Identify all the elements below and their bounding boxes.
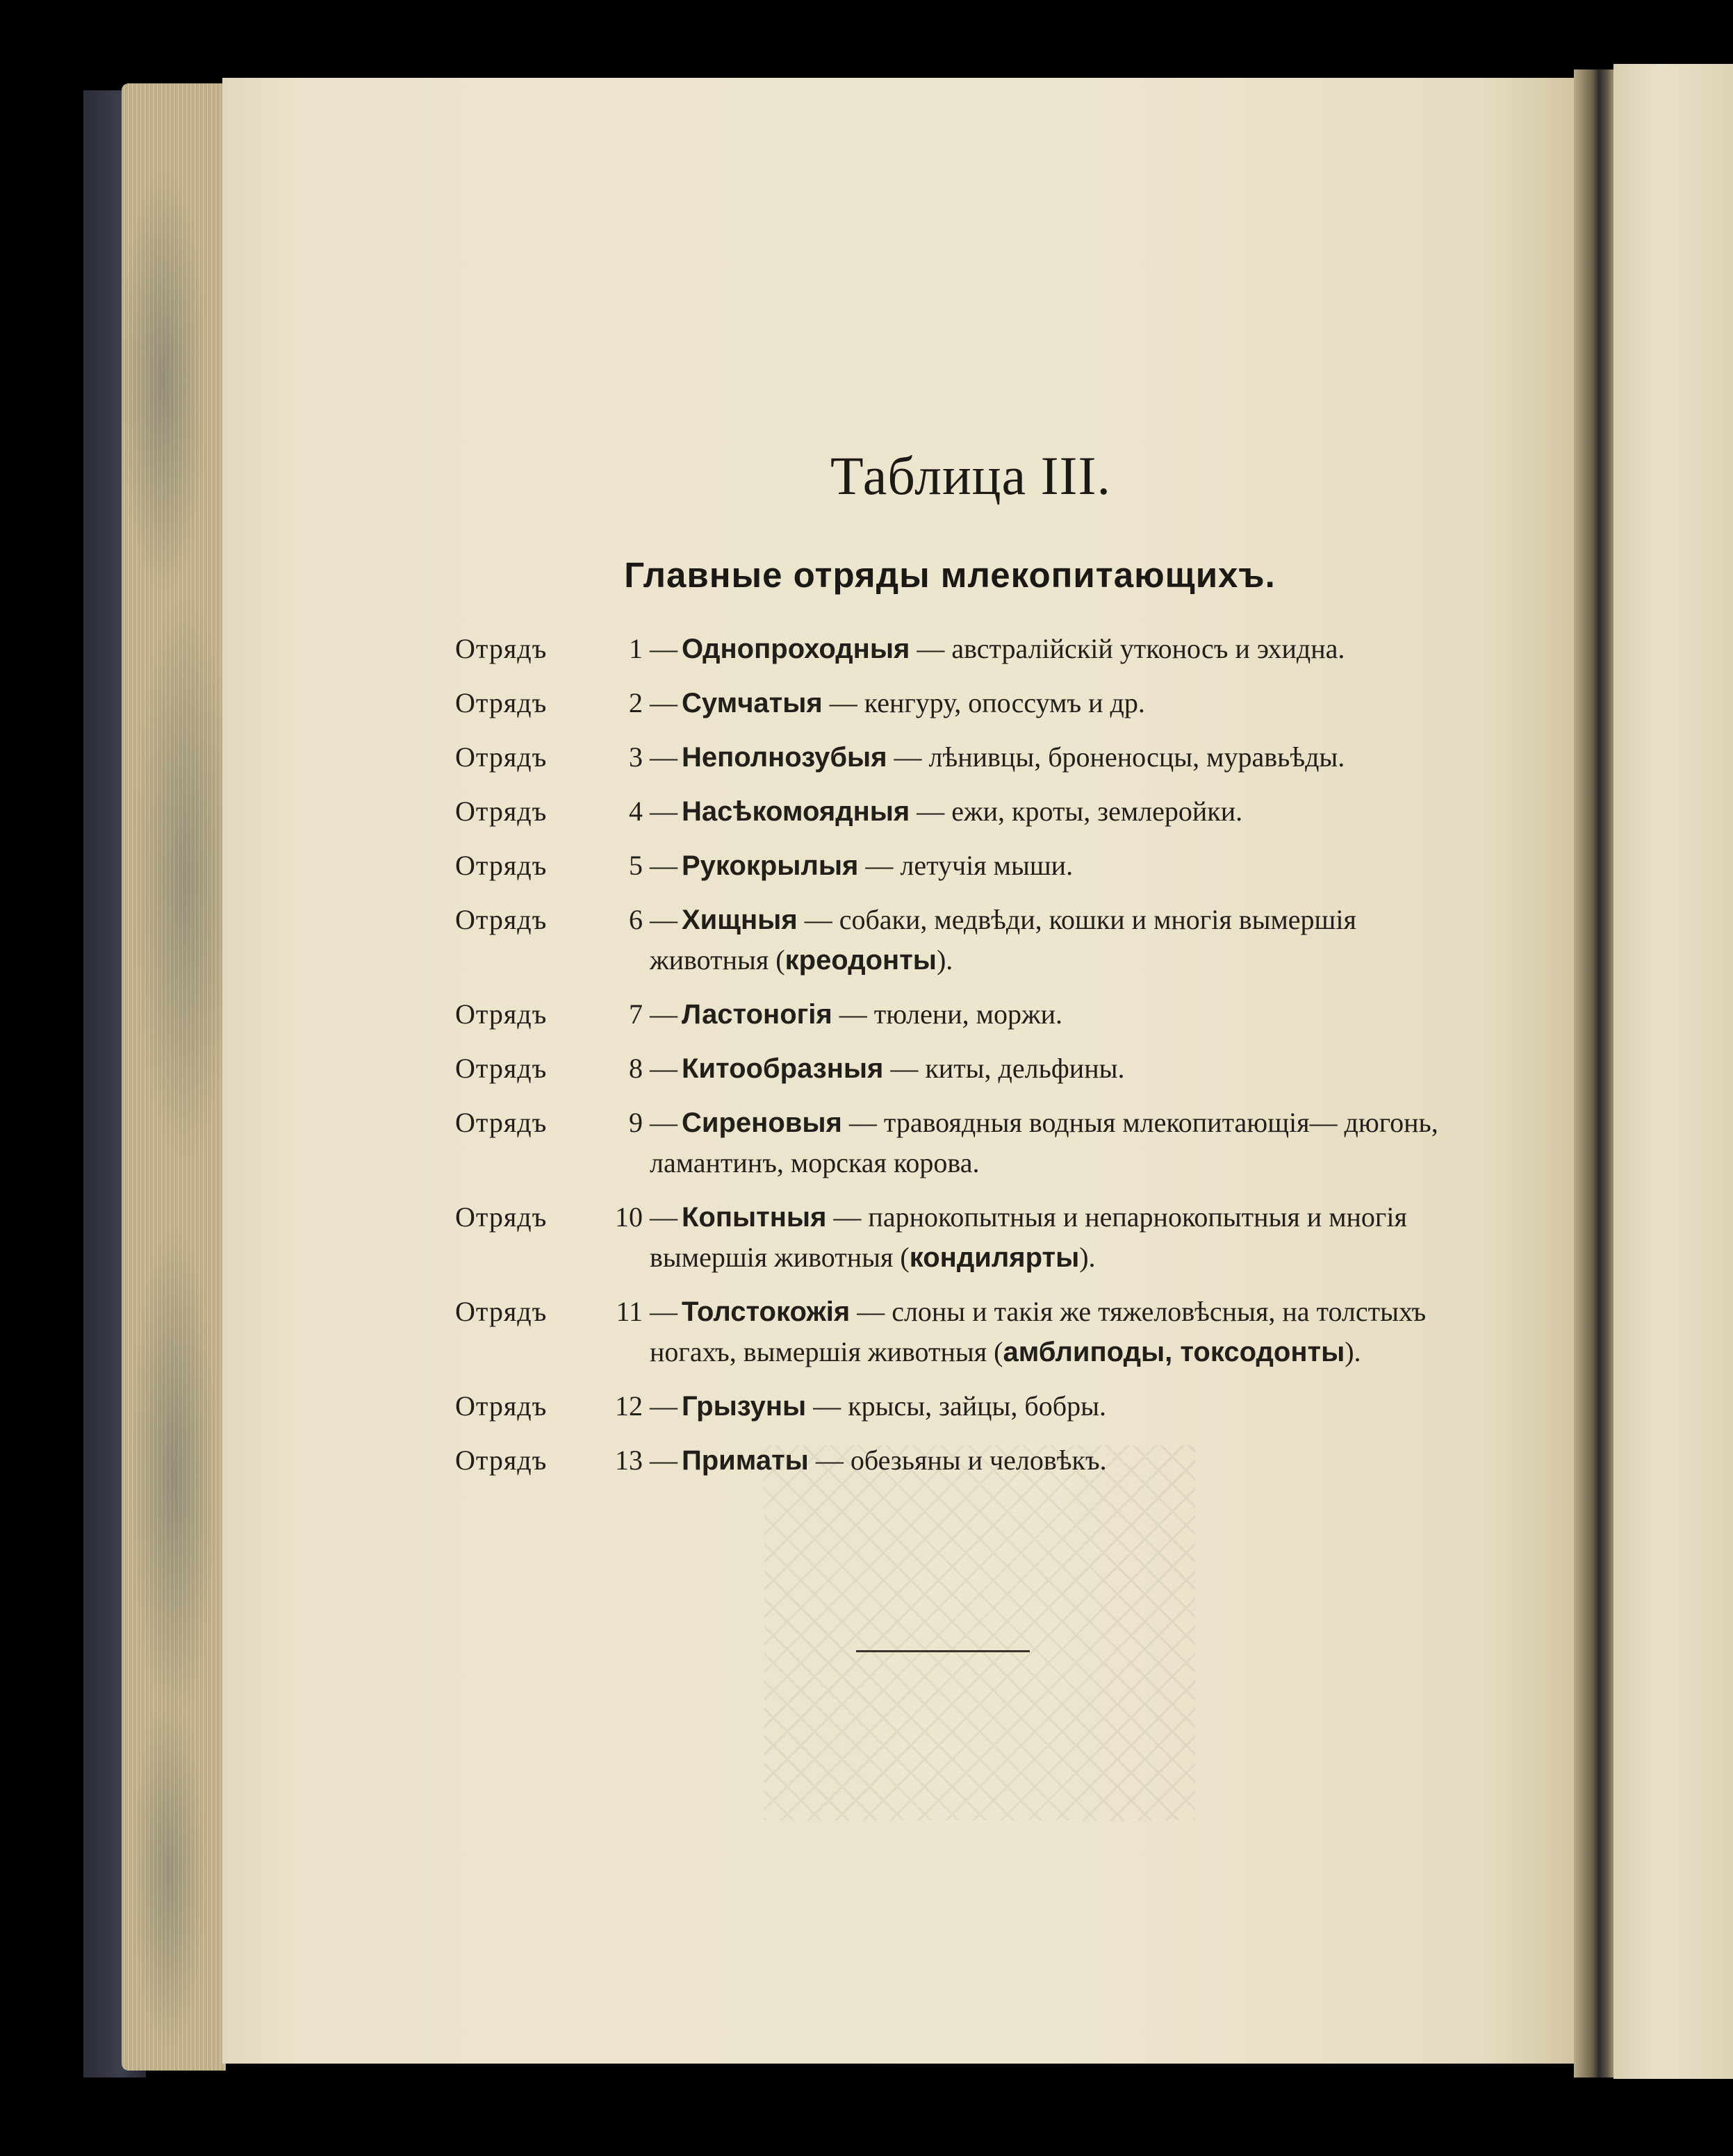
- orders-list: [455, 629, 1456, 1495]
- closing-rule: [856, 1650, 1030, 1652]
- dash: —: [650, 687, 677, 718]
- page-edges-stain: [122, 83, 226, 2071]
- order-text: [650, 1048, 1449, 1089]
- order-text: [650, 1440, 1449, 1481]
- order-name: Ластоногія: [682, 999, 832, 1030]
- order-text: [650, 846, 1449, 886]
- order-label: Отрядъ: [455, 850, 548, 881]
- order-row: [455, 737, 1456, 777]
- order-row: [455, 900, 1456, 980]
- order-description: тюлени, моржи.: [873, 998, 1063, 1030]
- order-text: [650, 629, 1449, 669]
- order-row: [455, 683, 1456, 723]
- dash: —: [883, 1053, 926, 1084]
- order-name: Китообразныя: [682, 1053, 884, 1084]
- order-description: кенгуру, опоссумъ и др.: [864, 687, 1145, 718]
- dash: —: [650, 998, 677, 1030]
- page-title: Таблица III.: [830, 445, 1112, 506]
- order-text: [650, 994, 1449, 1035]
- order-description: собаки, медвѣди, кошки и многія вымершія животныя (: [650, 904, 1356, 976]
- dash: —: [650, 1053, 677, 1084]
- dash: —: [887, 741, 929, 773]
- order-name: Рукокрылыя: [682, 850, 859, 881]
- order-label: Отрядъ: [455, 1053, 548, 1084]
- order-name: Сиреновыя: [682, 1108, 842, 1138]
- dash: —: [808, 1445, 851, 1476]
- dash: —: [910, 633, 952, 664]
- order-label: Отрядъ: [455, 1390, 548, 1422]
- dash: —: [650, 1390, 677, 1422]
- order-extinct-group: кондилярты: [909, 1242, 1080, 1273]
- dash: —: [850, 1296, 892, 1327]
- order-description: австралійскій утконосъ и эхидна.: [951, 633, 1345, 664]
- order-label: Отрядъ: [455, 796, 548, 827]
- dash: —: [826, 1201, 869, 1233]
- order-name: Приматы: [682, 1445, 809, 1476]
- dash: —: [650, 850, 677, 881]
- order-number: 3: [629, 741, 643, 773]
- order-row: [455, 629, 1456, 669]
- show-through-pattern: [764, 1445, 1195, 1820]
- order-description-end: ).: [1345, 1336, 1361, 1367]
- order-text: [650, 1386, 1449, 1426]
- order-text: [650, 900, 1449, 980]
- dash: —: [650, 1296, 677, 1327]
- order-number: 13: [615, 1445, 643, 1476]
- order-label: Отрядъ: [455, 1296, 548, 1327]
- dash: —: [650, 796, 677, 827]
- order-description: лѣнивцы, броненосцы, муравьѣды.: [928, 741, 1345, 773]
- order-label: Отрядъ: [455, 1201, 548, 1233]
- order-number: 10: [615, 1201, 643, 1233]
- order-description-end: ).: [936, 944, 953, 976]
- dash: —: [650, 633, 677, 664]
- order-number: 4: [629, 796, 643, 827]
- order-text: [650, 683, 1449, 723]
- order-label: Отрядъ: [455, 741, 548, 773]
- dash: —: [650, 904, 677, 935]
- dash: —: [841, 1107, 884, 1138]
- order-label: Отрядъ: [455, 998, 548, 1030]
- dash: —: [910, 796, 952, 827]
- order-label: Отрядъ: [455, 904, 548, 935]
- order-row: [455, 846, 1456, 886]
- order-number: 12: [615, 1390, 643, 1422]
- dash: —: [822, 687, 864, 718]
- order-number: 1: [629, 633, 643, 664]
- order-name: Насѣкомоядныя: [682, 796, 910, 827]
- dash: —: [650, 1445, 677, 1476]
- order-row: [455, 1440, 1456, 1481]
- order-extinct-group: креодонты: [785, 945, 937, 976]
- order-number: 8: [629, 1053, 643, 1084]
- order-description: травоядныя водныя млекопитающія— дюгонь, ламантинъ, морская корова.: [650, 1107, 1438, 1178]
- order-row: [455, 1292, 1456, 1372]
- order-description-end: ).: [1079, 1242, 1096, 1273]
- order-text: [650, 737, 1449, 777]
- order-number: 7: [629, 998, 643, 1030]
- dash: —: [650, 1201, 677, 1233]
- order-row: [455, 1197, 1456, 1278]
- order-label: Отрядъ: [455, 1445, 548, 1476]
- dash: —: [650, 741, 677, 773]
- order-description: ежи, кроты, землеройки.: [951, 796, 1243, 827]
- dash: —: [797, 904, 839, 935]
- order-number: 9: [629, 1107, 643, 1138]
- order-text: [650, 791, 1449, 832]
- order-name: Однопроходныя: [682, 634, 910, 664]
- order-description: летучія мыши.: [900, 850, 1074, 881]
- order-text: [650, 1292, 1449, 1372]
- order-description: крысы, зайцы, бобры.: [848, 1390, 1106, 1422]
- order-number: 6: [629, 904, 643, 935]
- order-row: [455, 791, 1456, 832]
- order-name: Сумчатыя: [682, 688, 823, 718]
- order-name: Толстокожія: [682, 1297, 851, 1327]
- order-row: [455, 1386, 1456, 1426]
- order-description: киты, дельфины.: [925, 1053, 1125, 1084]
- order-description: слоны и такія же тяжеловѣсныя, на толстыхъ ногахъ, вымершія животныя (: [650, 1296, 1427, 1367]
- book-gutter: [1574, 69, 1616, 2077]
- order-number: 5: [629, 850, 643, 881]
- page-subtitle: Главные отряды млекопитающихъ.: [624, 555, 1276, 595]
- dash: —: [832, 998, 874, 1030]
- order-number: 11: [616, 1296, 643, 1327]
- order-text: [650, 1103, 1449, 1183]
- order-number: 2: [629, 687, 643, 718]
- order-label: Отрядъ: [455, 687, 548, 718]
- dash: —: [858, 850, 901, 881]
- order-description: обезьяны и человѣкъ.: [850, 1445, 1107, 1476]
- order-label: Отрядъ: [455, 1107, 548, 1138]
- order-name: Грызуны: [682, 1391, 807, 1422]
- order-description: парнокопытныя и непарнокопытныя и многія вымершія животныя (: [650, 1201, 1407, 1273]
- order-text: [650, 1197, 1449, 1278]
- order-name: Хищныя: [682, 905, 798, 935]
- order-name: Копытныя: [682, 1202, 827, 1233]
- dash: —: [650, 1107, 677, 1138]
- order-extinct-group: амблиподы, токсодонты: [1003, 1337, 1345, 1367]
- facing-page-edge: [1613, 64, 1733, 2079]
- order-name: Неполнозубыя: [682, 742, 887, 773]
- dash: —: [806, 1390, 848, 1422]
- order-row: [455, 994, 1456, 1035]
- order-label: Отрядъ: [455, 633, 548, 664]
- order-row: [455, 1048, 1456, 1089]
- order-row: [455, 1103, 1456, 1183]
